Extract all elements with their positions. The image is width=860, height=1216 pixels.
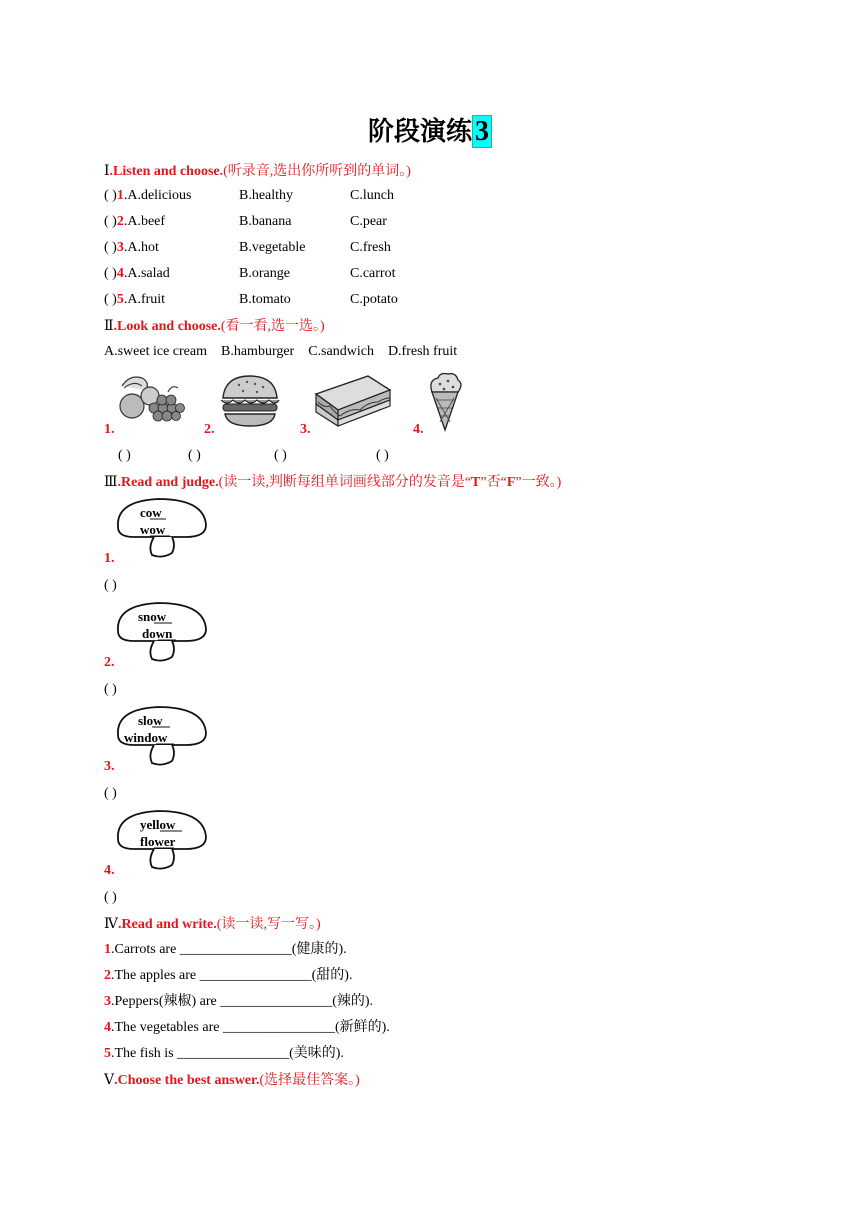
judge-number: 2. xyxy=(104,655,115,670)
section5-heading: Ⅴ.Choose the best answer.(选择最佳答案。) xyxy=(104,1072,360,1088)
write-item: 4.The vegetables are ________________(新鲜的). xyxy=(104,1020,390,1035)
picture-number: 1. xyxy=(104,422,115,437)
write-item: 5.The fish is ________________(美味的). xyxy=(104,1046,344,1061)
answer-blank: ( ) xyxy=(376,448,389,463)
write-item: 2.The apples are ________________(甜的). xyxy=(104,968,353,983)
option-c: C.potato xyxy=(350,292,398,307)
mushroom-word-1: yellow xyxy=(140,817,176,832)
mushroom-word-2: flower xyxy=(140,834,176,849)
section1-heading: Ⅰ.Listen and choose.(听录音,选出你所听到的单词。) xyxy=(104,163,411,179)
section1-item: ( )3.A.hot xyxy=(104,240,159,255)
option-c: C.lunch xyxy=(350,188,394,203)
mushroom-word-1: snow xyxy=(138,609,167,624)
section1-item: ( )1.A.delicious xyxy=(104,188,192,203)
option-b: B.tomato xyxy=(239,292,291,307)
answer-blank: ( ) xyxy=(274,448,287,463)
hamburger-icon xyxy=(217,372,283,430)
write-item: 1.Carrots are ________________(健康的). xyxy=(104,942,347,957)
option-b: B.healthy xyxy=(239,188,294,203)
fruit-icon xyxy=(116,372,188,424)
mushroom-word-1: slow xyxy=(138,713,163,728)
picture-number: 3. xyxy=(300,422,311,437)
mushroom-word-2: down xyxy=(142,626,173,641)
section2-heading: Ⅱ.Look and choose.(看一看,选一选。) xyxy=(104,318,325,334)
picture-number: 4. xyxy=(413,422,424,437)
page-title xyxy=(0,112,860,152)
section1-item: ( )2.A.beef xyxy=(104,214,166,229)
answer-blank: ( ) xyxy=(104,890,117,905)
mushroom-word-1: cow xyxy=(140,505,162,520)
judge-number: 4. xyxy=(104,863,115,878)
section4-heading: Ⅳ.Read and write.(读一读,写一写。) xyxy=(104,916,321,932)
section1-item: ( )5.A.fruit xyxy=(104,292,166,307)
option-b: B.banana xyxy=(239,214,292,229)
ice-cream-icon xyxy=(424,370,466,432)
sandwich-icon xyxy=(312,372,394,430)
option-c: C.fresh xyxy=(350,240,391,255)
answer-blank: ( ) xyxy=(104,682,117,697)
mushroom-word-2: wow xyxy=(140,522,166,537)
section1-item: ( )4.A.salad xyxy=(104,266,170,281)
mushroom-icon xyxy=(114,601,210,663)
mushroom-word-2: window xyxy=(124,730,168,745)
title-number: 3 xyxy=(472,115,492,148)
option-c: C.pear xyxy=(350,214,387,229)
mushroom-icon xyxy=(114,705,210,767)
title-text: 阶段演练 xyxy=(367,117,472,147)
answer-blank: ( ) xyxy=(104,578,117,593)
answer-blank: ( ) xyxy=(188,448,201,463)
option-c: C.carrot xyxy=(350,266,396,281)
mushroom-icon xyxy=(114,497,210,559)
section3-heading: Ⅲ.Read and judge.(读一读,判断每组单词画线部分的发音是“T”否“F”一致。) xyxy=(104,474,562,490)
answer-blank: ( ) xyxy=(118,448,131,463)
mushroom-icon xyxy=(114,809,210,871)
option-b: B.orange xyxy=(239,266,290,281)
judge-number: 3. xyxy=(104,759,115,774)
judge-number: 1. xyxy=(104,551,115,566)
picture-number: 2. xyxy=(204,422,215,437)
option-b: B.vegetable xyxy=(239,240,306,255)
section2-options: A.sweet ice cream B.hamburger C.sandwich D.fresh fruit xyxy=(104,344,458,359)
answer-blank: ( ) xyxy=(104,786,117,801)
write-item: 3.Peppers(辣椒) are ________________(辣的). xyxy=(104,994,374,1009)
